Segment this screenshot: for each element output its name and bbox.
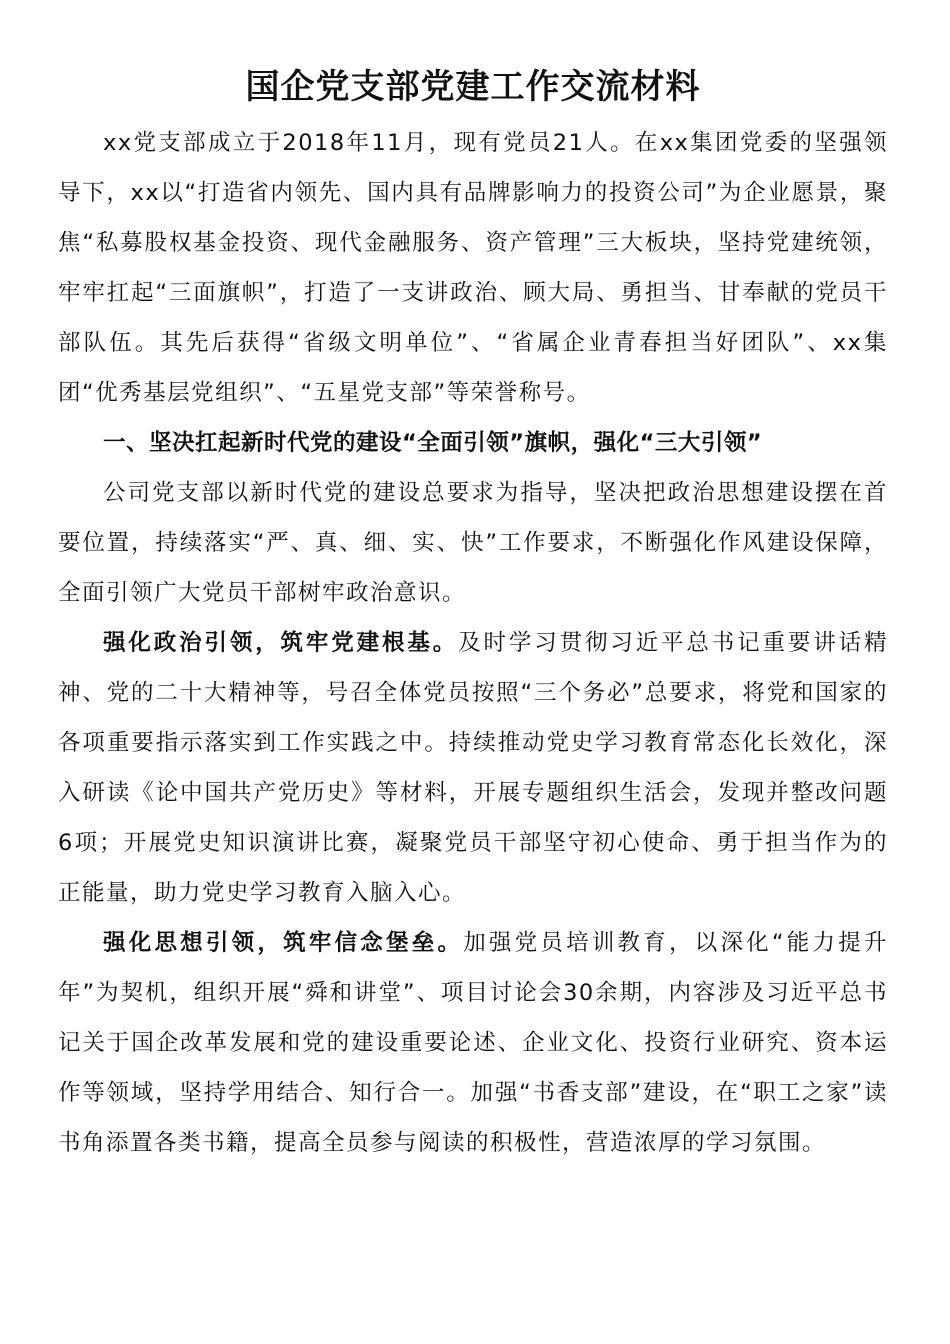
political-guidance-lead: 强化政治引领，筑牢党建根基。 xyxy=(103,630,459,656)
ideological-guidance-paragraph xyxy=(58,918,888,1168)
section-1-heading: 一、坚决扛起新时代党的建设“全面引领”旗帜，强化“三大引领” xyxy=(103,430,763,456)
ideological-guidance-lead: 强化思想引领，筑牢信念堡垒。 xyxy=(103,930,464,956)
intro-paragraph: xx党支部成立于2018年11月，现有党员21人。在xx集团党委的坚强领导下，xx以“打造省内领先、国内具有品牌影响力的投资公司”为企业愿景，聚焦“私募股权基金投资、现代金融服务、资产管理”三大板块，坚持党建统领，牢牢扛起“三面旗帜”，打造了一支讲政治、顾大局、勇担当、甘奉献的党员干部队伍。其先后获得“省级文明单位”、“省属企业青春担当好团队”、xx集团“优秀基层党组织”、“五星党支部”等荣誉称号。 xyxy=(58,130,888,406)
political-guidance-text: 及时学习贯彻习近平总书记重要讲话精神、党的二十大精神等，号召全体党员按照“三个务必”总要求，将党和国家的各项重要指示落实到工作实践之中。持续推动党史学习教育常态化长效化，深入研读《论中国共产党历史》等材料，开展专题组织生活会，发现并整改问题6项；开展党史知识演讲比赛，凝聚党员干部坚守初心使命、勇于担当作为的正能量，助力党史学习教育入脑入心。 xyxy=(58,630,888,906)
political-guidance-paragraph xyxy=(58,618,888,918)
document-title: 国企党支部党建工作交流材料 xyxy=(245,67,701,107)
ideological-guidance-text: 加强党员培训教育，以深化“能力提升年”为契机，组织开展“舜和讲堂”、项目讨论会30余期，内容涉及习近平总书记关于国企改革发展和党的建设重要论述、企业文化、投资行业研究、资本运作等领域，坚持学用结合、知行合一。加强“书香支部”建设，在“职工之家”读书角添置各类书籍，提高全员参与阅读的积极性，营造浓厚的学习氛围。 xyxy=(58,930,888,1156)
section-1-intro-paragraph: 公司党支部以新时代党的建设总要求为指导，坚决把政治思想建设摆在首要位置，持续落实“严、真、细、实、快”工作要求，不断强化作风建设保障，全面引领广大党员干部树牢政治意识。 xyxy=(58,480,888,606)
document-page xyxy=(58,58,888,1168)
